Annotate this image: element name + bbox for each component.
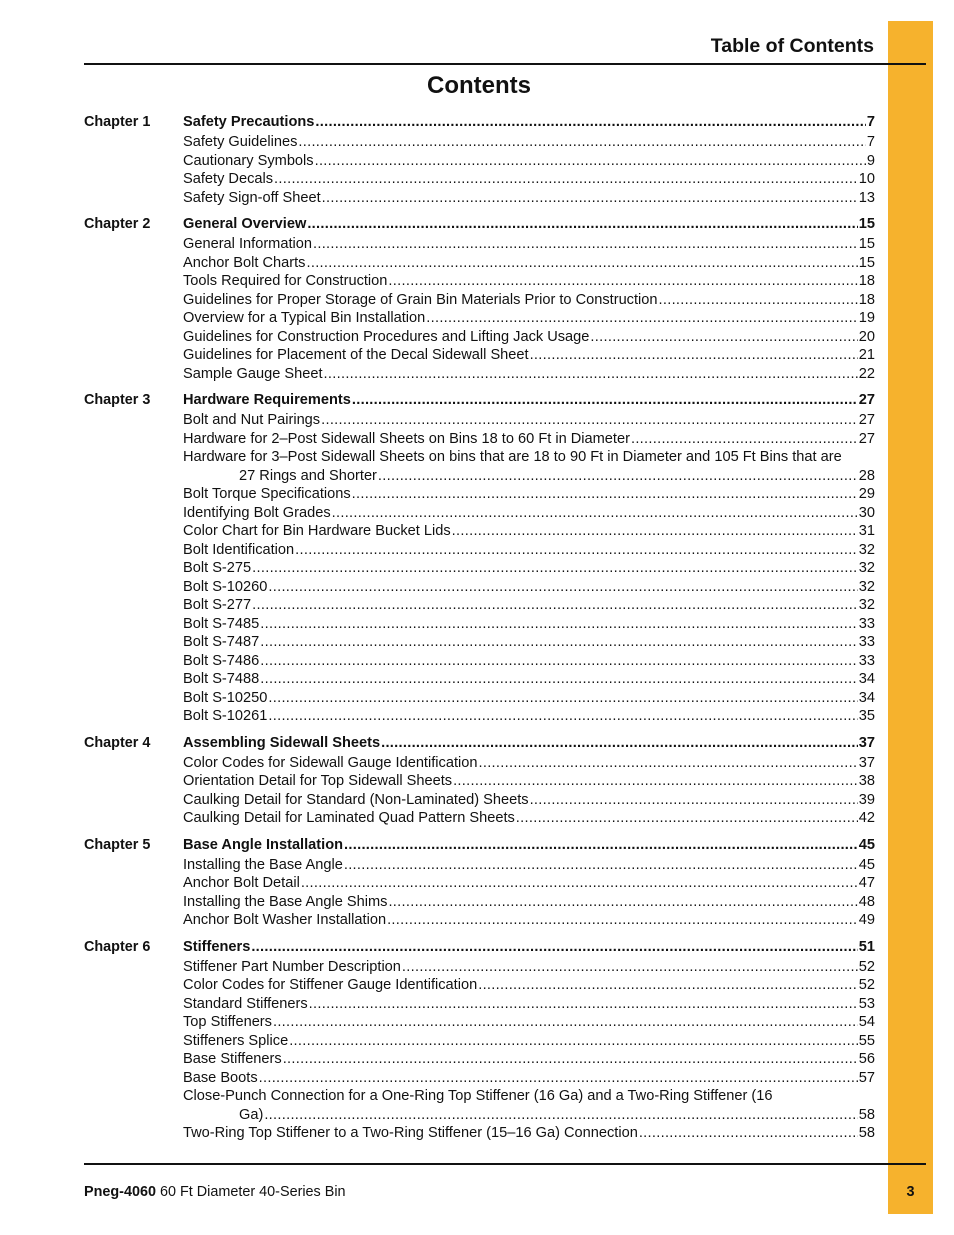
- entry-title: Bolt Identification: [183, 541, 295, 558]
- entry-page-number: 32: [858, 597, 875, 613]
- dot-leader: [352, 390, 858, 410]
- toc-entry[interactable]: [183, 1069, 875, 1088]
- dot-leader: [315, 112, 865, 132]
- toc-entry[interactable]: [183, 707, 875, 726]
- entry-title: Base Stiffeners: [183, 1051, 282, 1067]
- entry-title: Assembling Sidewall Sheets: [183, 734, 381, 751]
- entry-title: Bolt S-10260: [183, 578, 268, 595]
- chapter-title-entry[interactable]: [183, 390, 875, 410]
- dot-leader: [452, 522, 858, 541]
- dot-leader: [259, 1069, 858, 1088]
- dot-leader: [252, 596, 858, 615]
- toc-entry[interactable]: [183, 893, 875, 912]
- dot-leader: [313, 235, 858, 254]
- toc-entry[interactable]: [183, 133, 875, 152]
- entry-page-number: 20: [858, 328, 875, 345]
- dot-leader: [388, 272, 857, 291]
- entry-title: Two-Ring Top Stiffener to a Two-Ring Stiffener (15–16 Ga) Connection: [183, 1125, 638, 1141]
- entry-page-number: 7: [866, 134, 875, 150]
- entry-title: Anchor Bolt Detail: [183, 875, 300, 891]
- dot-leader: [516, 809, 858, 828]
- entry-title: Guidelines for Proper Storage of Grain Bin Materials Prior to Construction: [183, 291, 658, 308]
- entry-title: Standard Stiffeners: [183, 995, 308, 1012]
- toc-entry[interactable]: [183, 689, 875, 708]
- toc-entry[interactable]: [183, 596, 875, 615]
- entry-page-number: 49: [858, 912, 875, 928]
- entry-page-number: 35: [858, 708, 875, 724]
- footer-doc-info: [84, 1182, 346, 1202]
- entry-page-number: 27: [858, 412, 875, 428]
- chapter-label: Chapter 2: [84, 216, 151, 232]
- dot-leader: [530, 346, 858, 365]
- toc-entry[interactable]: [183, 958, 875, 977]
- dot-leader: [324, 365, 858, 384]
- entry-title: Color Codes for Stiffener Gauge Identification: [183, 977, 478, 993]
- toc-entry[interactable]: [183, 995, 875, 1014]
- dot-leader: [321, 411, 858, 430]
- toc-entry[interactable]: [183, 911, 875, 930]
- dot-leader: [273, 1013, 858, 1032]
- entry-page-number: 51: [858, 938, 875, 955]
- entry-title: Caulking Detail for Laminated Quad Pattern Sheets: [183, 810, 515, 826]
- entry-page-number: 33: [858, 615, 875, 632]
- entry-title: Bolt Torque Specifications: [183, 486, 351, 502]
- entry-page-number: 27: [858, 430, 875, 447]
- entry-title: Safety Decals: [183, 171, 274, 187]
- entry-title: Hardware for 3–Post Sidewall Sheets on bins that are 18 to 90 Ft in Diameter and 105 Ft Bins that are: [183, 449, 842, 465]
- chapter-title-entry[interactable]: [183, 937, 875, 957]
- chapter-block: [84, 214, 875, 383]
- entry-page-number: 45: [858, 836, 875, 853]
- entry-page-number: 37: [858, 734, 875, 751]
- entry-page-number: 39: [858, 791, 875, 808]
- entry-title: Installing the Base Angle Shims: [183, 893, 388, 910]
- entry-title: Overview for a Typical Bin Installation: [183, 310, 426, 326]
- entry-title: Anchor Bolt Charts: [183, 254, 306, 271]
- dot-leader: [315, 152, 866, 171]
- toc-entry[interactable]: [183, 504, 875, 523]
- entry-page-number: 7: [866, 114, 875, 130]
- entry-page-number: 38: [858, 773, 875, 789]
- toc-entry[interactable]: [183, 1124, 875, 1143]
- toc-entry[interactable]: [183, 772, 875, 791]
- entry-title: Guidelines for Placement of the Decal Sidewall Sheet: [183, 347, 529, 363]
- entry-page-number: 47: [858, 875, 875, 891]
- entry-page-number: 42: [858, 810, 875, 826]
- dot-leader: [307, 214, 857, 234]
- dot-leader: [659, 291, 858, 310]
- entry-page-number: 15: [858, 216, 875, 232]
- dot-leader: [453, 772, 858, 791]
- entry-title: Bolt S-7486: [183, 652, 260, 669]
- entry-page-number: 37: [858, 754, 875, 771]
- toc-entry[interactable]: [183, 152, 875, 171]
- dot-leader: [283, 1050, 858, 1069]
- entry-page-number: 32: [858, 560, 875, 576]
- footer-page-number: 3: [906, 1184, 915, 1200]
- entry-page-number: 32: [858, 578, 875, 595]
- chapter-label: Chapter 1: [84, 114, 151, 130]
- toc-entry[interactable]: [183, 541, 875, 560]
- chapter-label: Chapter 3: [84, 392, 151, 408]
- dot-leader: [301, 874, 858, 893]
- toc-entry[interactable]: [183, 578, 875, 597]
- entry-title: Stiffeners Splice: [183, 1032, 289, 1049]
- entry-title: Cautionary Symbols: [183, 152, 314, 169]
- toc-entry[interactable]: [183, 874, 875, 893]
- toc-entry[interactable]: [183, 522, 875, 541]
- toc-entry[interactable]: [183, 754, 875, 773]
- entry-page-number: 34: [858, 689, 875, 706]
- dot-leader: [251, 937, 857, 957]
- entry-page-number: 18: [858, 291, 875, 308]
- entry-title: Anchor Bolt Washer Installation: [183, 912, 387, 928]
- toc-entry[interactable]: [183, 328, 875, 347]
- dot-leader: [252, 559, 858, 578]
- entry-title: Identifying Bolt Grades: [183, 504, 331, 521]
- chapter-block: [84, 390, 875, 726]
- dot-leader: [352, 485, 858, 504]
- entry-title: Base Angle Installation: [183, 836, 344, 853]
- entry-title: Stiffener Part Number Description: [183, 958, 401, 975]
- entry-page-number: 18: [858, 273, 875, 289]
- toc-entry[interactable]: [183, 411, 875, 430]
- header-title: Table of Contents: [710, 35, 874, 57]
- entry-page-number: 29: [858, 486, 875, 502]
- entry-page-number: 27: [858, 392, 875, 408]
- entry-title: Bolt and Nut Pairings: [183, 412, 321, 428]
- accent-sidebar: [888, 21, 933, 1214]
- entry-title: Safety Precautions: [183, 114, 315, 130]
- entry-title: Tools Required for Construction: [183, 273, 388, 289]
- entry-page-number: 54: [858, 1014, 875, 1030]
- toc-entry[interactable]: [183, 856, 875, 875]
- dot-leader: [344, 835, 858, 855]
- toc-entry[interactable]: [183, 1032, 875, 1051]
- chapter-block: [84, 937, 875, 1143]
- chapter-title-entry[interactable]: [183, 214, 875, 234]
- entry-title: Bolt S-277: [183, 597, 252, 613]
- toc-entry[interactable]: [183, 309, 875, 328]
- entry-title-continued: 27 Rings and Shorter: [239, 467, 377, 484]
- entry-title: Base Boots: [183, 1069, 258, 1086]
- entry-title: Hardware for 2–Post Sidewall Sheets on Bins 18 to 60 Ft in Diameter: [183, 430, 630, 447]
- dot-leader: [478, 754, 857, 773]
- chapter-label: Chapter 6: [84, 938, 151, 955]
- dot-leader: [268, 689, 857, 708]
- toc-entry[interactable]: [183, 976, 875, 995]
- dot-leader: [590, 328, 857, 347]
- entry-page-number: 58: [858, 1125, 875, 1141]
- header-rule: [84, 63, 926, 65]
- entry-page-number: 52: [858, 977, 875, 993]
- footer-doc-id: Pneg-4060: [84, 1184, 156, 1200]
- page-title: Contents: [427, 72, 531, 99]
- entry-page-number: 15: [858, 236, 875, 252]
- entry-page-number: 15: [858, 254, 875, 271]
- toc-entry[interactable]: [183, 652, 875, 671]
- toc-entry[interactable]: [183, 485, 875, 504]
- entry-page-number: 22: [858, 365, 875, 382]
- dot-leader: [295, 541, 858, 560]
- entry-title: Color Chart for Bin Hardware Bucket Lids: [183, 523, 451, 539]
- chapter-title-entry[interactable]: [183, 733, 875, 753]
- entry-title: Safety Sign-off Sheet: [183, 189, 321, 206]
- toc-entry[interactable]: [183, 254, 875, 273]
- entry-title: Sample Gauge Sheet: [183, 365, 323, 382]
- chapter-block: [84, 112, 875, 207]
- entry-title: General Information: [183, 236, 312, 252]
- entry-page-number: 45: [858, 856, 875, 873]
- entry-title: Top Stiffeners: [183, 1014, 272, 1030]
- toc-entry[interactable]: [183, 170, 875, 189]
- dot-leader: [274, 170, 858, 189]
- dot-leader: [381, 733, 858, 753]
- dot-leader: [322, 189, 858, 208]
- entry-page-number: 32: [858, 541, 875, 558]
- entry-page-number: 48: [858, 893, 875, 910]
- entry-page-number: 31: [858, 523, 875, 539]
- dot-leader: [264, 1106, 857, 1125]
- entry-page-number: 56: [858, 1051, 875, 1067]
- dot-leader: [631, 430, 858, 449]
- toc-entry[interactable]: [183, 1106, 875, 1125]
- chapter-label: Chapter 5: [84, 836, 151, 853]
- entry-page-number: 53: [858, 995, 875, 1012]
- entry-title: Installing the Base Angle: [183, 856, 343, 873]
- chapter-title-entry[interactable]: [183, 112, 875, 132]
- entry-title: Bolt S-7485: [183, 615, 260, 632]
- entry-page-number: 13: [858, 189, 875, 206]
- toc-entry[interactable]: [183, 448, 875, 467]
- toc-entry[interactable]: [183, 189, 875, 208]
- entry-title: Orientation Detail for Top Sidewall Sheets: [183, 773, 453, 789]
- entry-title: Bolt S-7487: [183, 634, 260, 650]
- entry-page-number: 19: [858, 310, 875, 326]
- entry-title: Bolt S-10261: [183, 708, 268, 724]
- dot-leader: [388, 893, 857, 912]
- dot-leader: [426, 309, 858, 328]
- dot-leader: [530, 791, 858, 810]
- dot-leader: [344, 856, 858, 875]
- entry-page-number: 58: [858, 1106, 875, 1123]
- toc-entry[interactable]: [183, 1050, 875, 1069]
- dot-leader: [639, 1124, 858, 1143]
- entry-title: Guidelines for Construction Procedures and Lifting Jack Usage: [183, 328, 590, 345]
- dot-leader: [298, 133, 865, 152]
- entry-title: Color Codes for Sidewall Gauge Identification: [183, 754, 478, 771]
- dot-leader: [260, 652, 858, 671]
- toc-entry[interactable]: [183, 1013, 875, 1032]
- entry-title: Close-Punch Connection for a One-Ring Top Stiffener (16 Ga) and a Two-Ring Stiffener (16: [183, 1088, 773, 1104]
- entry-title: Bolt S-275: [183, 560, 252, 576]
- toc-entry[interactable]: [183, 809, 875, 828]
- dot-leader: [260, 633, 858, 652]
- footer-rule: [84, 1163, 926, 1165]
- entry-title: Bolt S-10250: [183, 689, 268, 706]
- entry-page-number: 52: [858, 958, 875, 975]
- footer-doc-title: 60 Ft Diameter 40-Series Bin: [160, 1184, 346, 1200]
- toc-entry[interactable]: [183, 467, 875, 486]
- entry-title: Caulking Detail for Standard (Non-Laminated) Sheets: [183, 791, 529, 808]
- entry-title: Stiffeners: [183, 938, 251, 955]
- chapter-block: [84, 835, 875, 930]
- dot-leader: [268, 707, 857, 726]
- dot-leader: [268, 578, 857, 597]
- entry-page-number: 33: [858, 634, 875, 650]
- entry-page-number: 28: [858, 467, 875, 484]
- toc-entry[interactable]: [183, 430, 875, 449]
- chapter-label: Chapter 4: [84, 734, 151, 751]
- dot-leader: [478, 976, 858, 995]
- dot-leader: [387, 911, 858, 930]
- entry-page-number: 33: [858, 652, 875, 669]
- toc-entry[interactable]: [183, 615, 875, 634]
- table-of-contents: [84, 112, 875, 1150]
- toc-entry[interactable]: [183, 235, 875, 254]
- entry-page-number: 55: [858, 1032, 875, 1049]
- entry-page-number: 34: [858, 671, 875, 687]
- entry-page-number: 30: [858, 504, 875, 521]
- entry-page-number: 57: [858, 1069, 875, 1086]
- toc-entry[interactable]: [183, 791, 875, 810]
- toc-entry[interactable]: [183, 346, 875, 365]
- dot-leader: [260, 615, 858, 634]
- toc-entry[interactable]: [183, 670, 875, 689]
- toc-entry[interactable]: [183, 633, 875, 652]
- chapter-title-entry[interactable]: [183, 835, 875, 855]
- entry-title-continued: Ga): [239, 1106, 264, 1123]
- entry-page-number: 9: [866, 152, 875, 169]
- dot-leader: [402, 958, 858, 977]
- entry-title: Bolt S-7488: [183, 671, 260, 687]
- toc-entry[interactable]: [183, 559, 875, 578]
- entry-page-number: 10: [858, 171, 875, 187]
- chapter-block: [84, 733, 875, 828]
- dot-leader: [309, 995, 858, 1014]
- toc-entry[interactable]: [183, 1087, 875, 1106]
- dot-leader: [378, 467, 858, 486]
- dot-leader: [306, 254, 857, 273]
- entry-title: Safety Guidelines: [183, 134, 298, 150]
- entry-page-number: 21: [858, 347, 875, 363]
- toc-entry[interactable]: [183, 272, 875, 291]
- entry-title: Hardware Requirements: [183, 392, 351, 408]
- dot-leader: [332, 504, 858, 523]
- dot-leader: [289, 1032, 858, 1051]
- dot-leader: [260, 670, 858, 689]
- entry-title: General Overview: [183, 216, 307, 232]
- toc-entry[interactable]: [183, 291, 875, 310]
- toc-entry[interactable]: [183, 365, 875, 384]
